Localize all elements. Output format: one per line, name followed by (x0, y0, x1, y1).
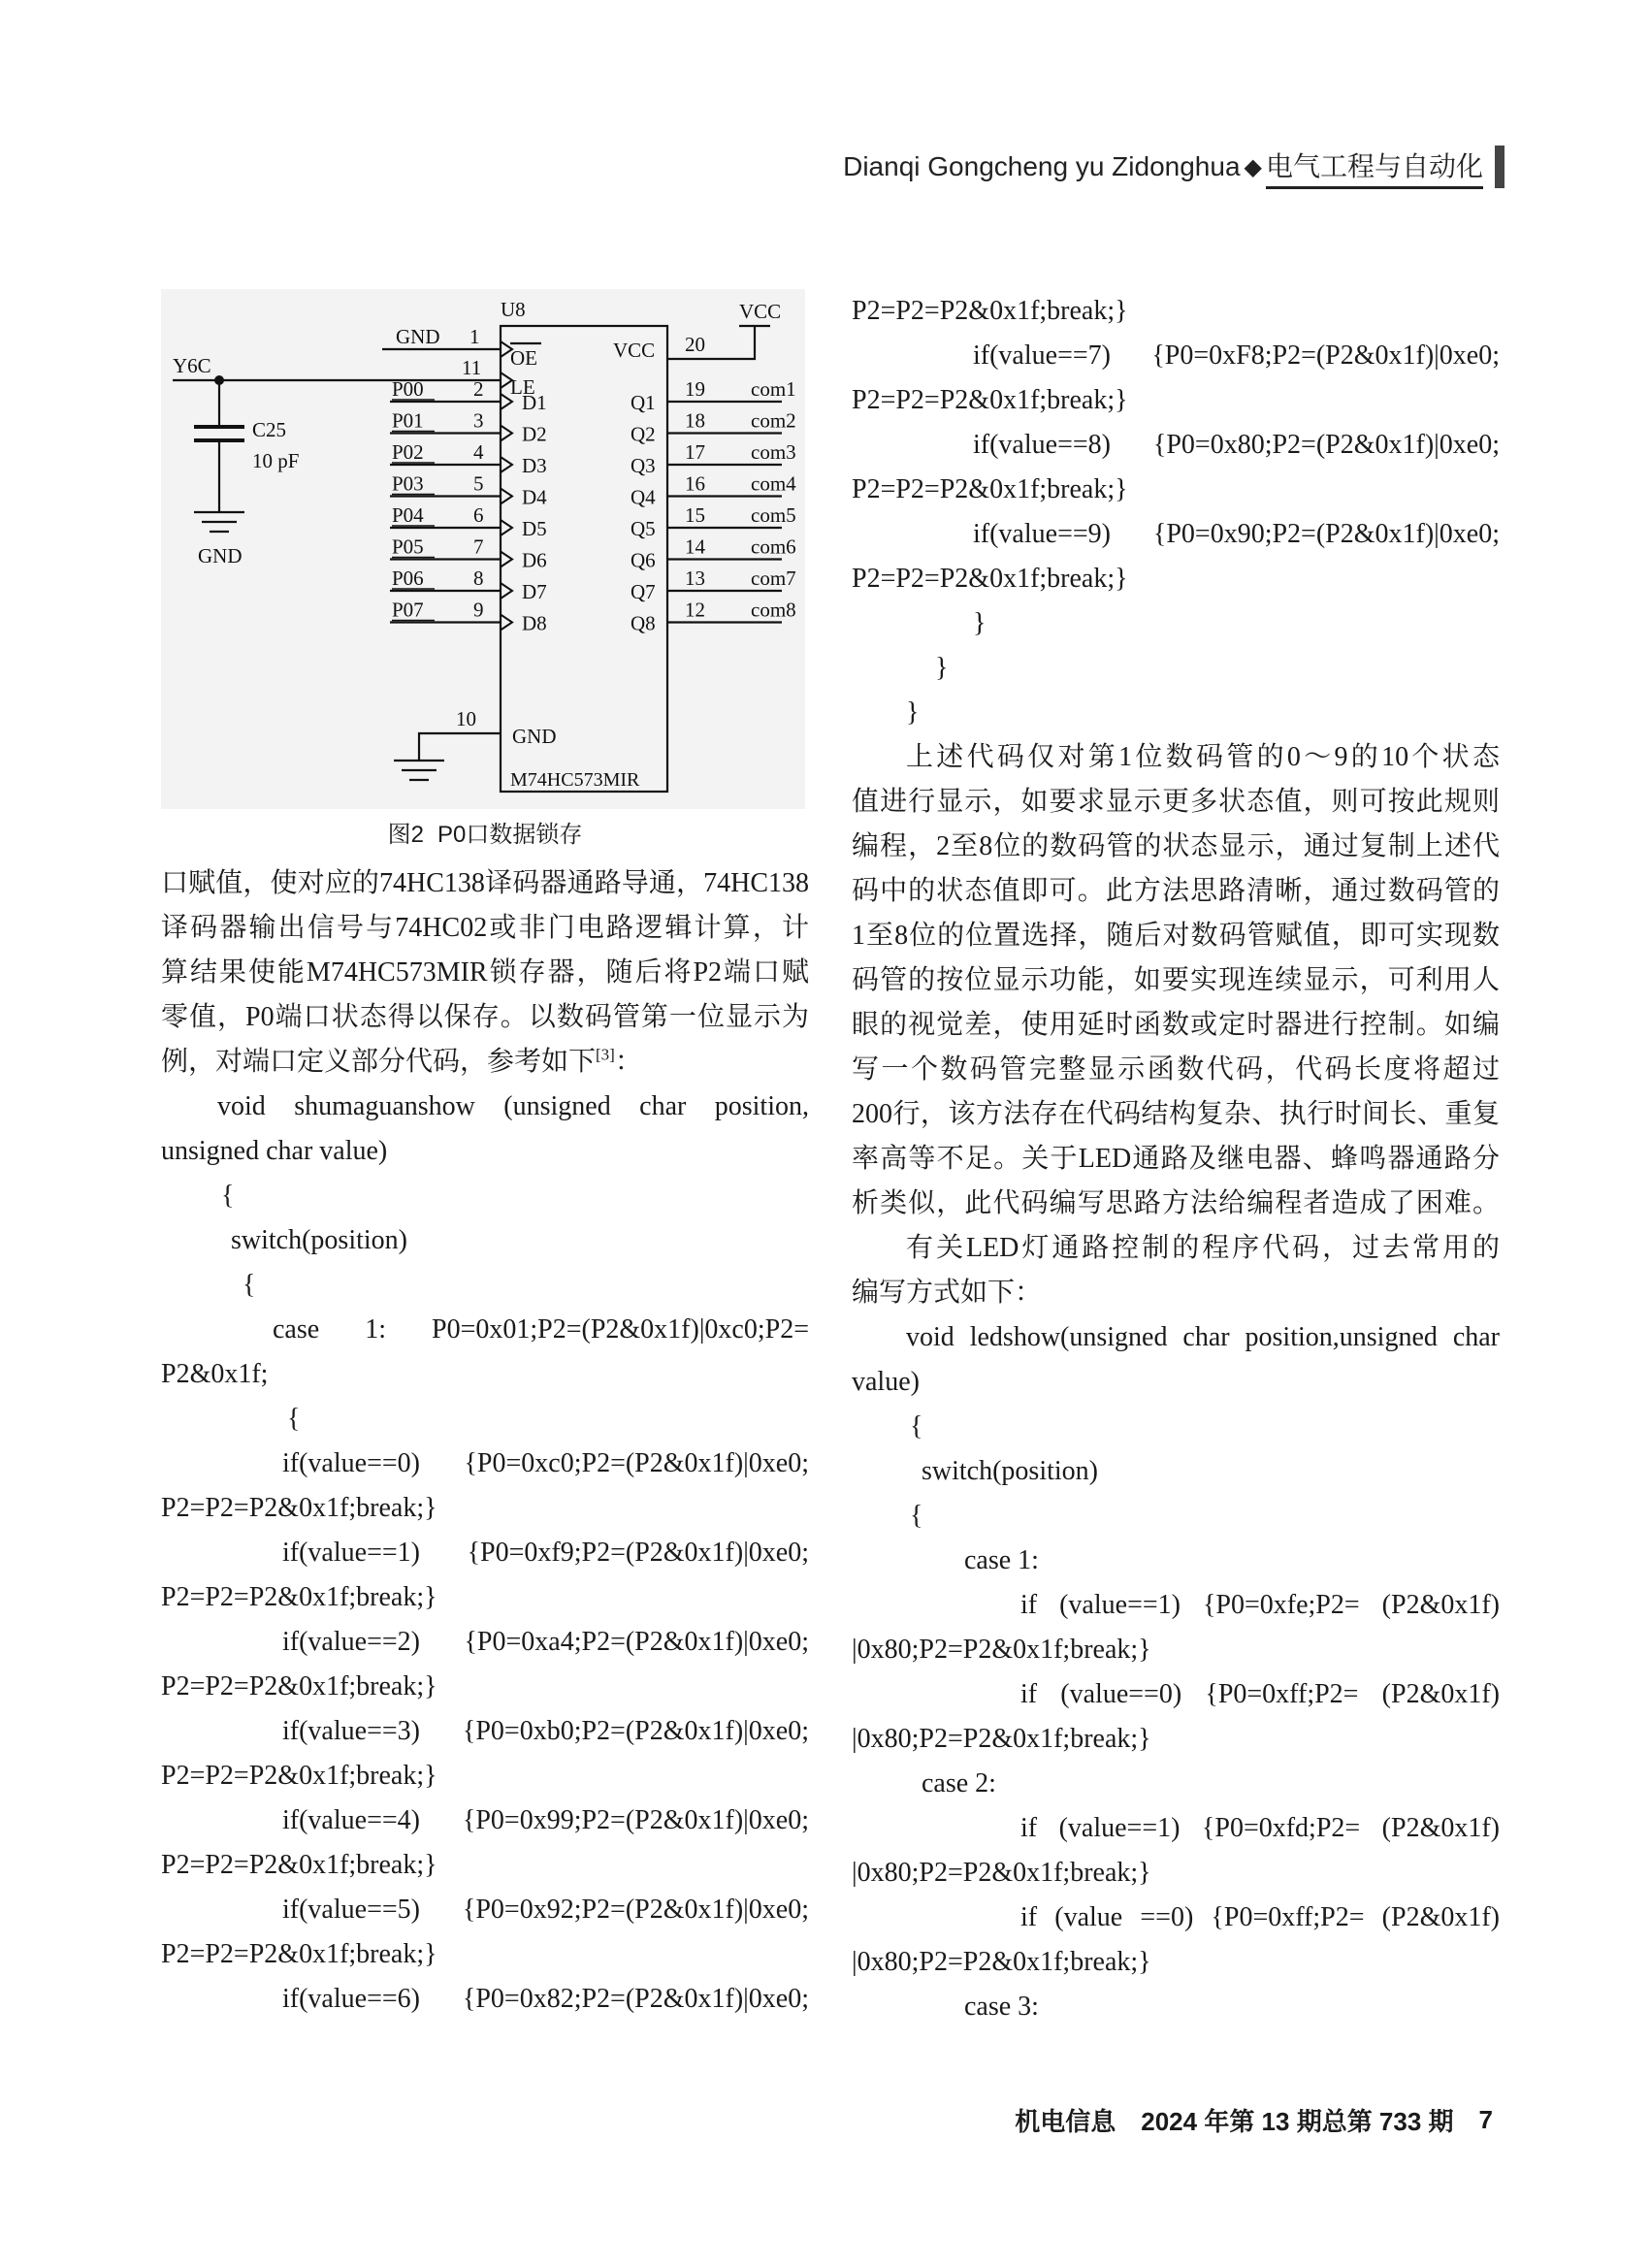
text-line-content: if(value==2) {P0=0xa4;P2=(P2&0x1f)|0xe0; (282, 1627, 809, 1657)
input-marker (501, 615, 512, 631)
text-line (852, 914, 1500, 958)
text-line (852, 1048, 1500, 1092)
vcc-wire (667, 326, 755, 359)
text-line (852, 601, 1500, 646)
text-line (852, 1940, 1500, 1985)
text-line (161, 1085, 809, 1129)
text-line (852, 1762, 1500, 1806)
text-line (161, 1798, 809, 1843)
le-pin-number: 11 (462, 356, 482, 379)
input-pin-number: 3 (473, 408, 484, 433)
caption-number: 图2 (387, 822, 424, 848)
input-pin-label: D1 (522, 391, 547, 414)
text-line-content: { (910, 1411, 923, 1442)
text-line (161, 906, 809, 951)
input-net-label: P04 (392, 503, 424, 527)
text-line-content: if(value==0) {P0=0xc0;P2=(P2&0x1f)|0xe0; (282, 1448, 809, 1478)
cap-ref: C25 (252, 418, 287, 441)
output-pin-label: Q4 (631, 485, 656, 509)
text-line (161, 1754, 809, 1798)
text-line (852, 646, 1500, 691)
input-marker (501, 457, 512, 472)
input-pin-label: D6 (522, 548, 547, 572)
text-line (161, 1575, 809, 1620)
text-line (161, 1486, 809, 1531)
text-line-content: P2=P2=P2&0x1f;break;} (852, 564, 1128, 594)
oe-pin-number: 1 (469, 325, 480, 348)
le-pin-label: LE (510, 375, 535, 399)
output-net-label: com6 (751, 535, 796, 559)
text-line-content: case 1: (964, 1545, 1039, 1575)
text-line-content: 例，对端口定义部分代码，参考如下 (161, 1047, 597, 1077)
text-line-content: 零值，P0端口状态得以保存。以数码管第一位显示为 (161, 1002, 809, 1032)
text-line-content: 写一个数码管完整显示函数代码，代码长度将超过 (852, 1054, 1500, 1085)
text-line-content: 1至8位的位置选择，随后对数码管赋值，即可实现数 (852, 921, 1500, 951)
text-line-content: case 2: (922, 1768, 996, 1798)
text-line (161, 1218, 809, 1263)
input-net-label: P06 (392, 567, 424, 590)
text-line-content: P2=P2=P2&0x1f;break;} (852, 296, 1128, 326)
text-line (852, 825, 1500, 869)
input-pin-label: D3 (522, 454, 547, 477)
input-pin-label: D7 (522, 580, 547, 603)
chip-name: M74HC573MIR (510, 769, 640, 791)
vcc-net-label: VCC (739, 300, 782, 323)
diamond-separator-icon: ◆ (1244, 153, 1262, 180)
text-line-content: P2=P2=P2&0x1f;break;} (161, 1671, 437, 1701)
text-line-content: 编程，2至8位的数码管的状态显示，通过复制上述代 (852, 831, 1500, 861)
text-line (161, 861, 809, 906)
text-line (161, 1977, 809, 2022)
vcc-inside-label: VCC (613, 339, 656, 362)
text-line-content: } (906, 697, 920, 728)
input-net-label: P01 (392, 408, 424, 433)
text-line (852, 1672, 1500, 1717)
text-line-content: switch(position) (231, 1225, 407, 1255)
text-line-content: if (value==1) {P0=0xfe;P2= (P2&0x1f) (1020, 1590, 1500, 1620)
input-pin-number: 5 (473, 471, 484, 496)
text-line (161, 1620, 809, 1665)
output-pin-label: Q6 (631, 548, 656, 572)
text-line-content: 有关LED灯通路控制的程序代码，过去常用的 (906, 1233, 1500, 1263)
text-line-content: 值进行显示，如要求显示更多状态值，则可按此规则 (852, 787, 1500, 817)
chip-ref: U8 (501, 298, 526, 321)
output-pin-label: Q5 (631, 517, 656, 540)
text-line (161, 951, 809, 995)
text-line (852, 1851, 1500, 1895)
text-line (161, 1531, 809, 1575)
page-number: 7 (1478, 2104, 1493, 2134)
text-line (161, 1888, 809, 1932)
text-line-content: } (973, 608, 987, 638)
text-line-content: switch(position) (922, 1456, 1098, 1486)
text-line (852, 289, 1500, 334)
text-line-content: { (243, 1270, 256, 1300)
footer-journal: 机电信息 (1015, 2106, 1116, 2136)
text-line-content: if(value==3) {P0=0xb0;P2=(P2&0x1f)|0xe0; (282, 1716, 809, 1746)
text-line-content: } (935, 653, 949, 683)
input-pin-label: D5 (522, 517, 547, 540)
text-line-content: if (value==0) {P0=0xff;P2= (P2&0x1f) (1020, 1679, 1500, 1709)
text-line-content: 码中的状态值即可。此方法思路清晰，通过数码管的 (852, 876, 1500, 906)
text-line-content: P2=P2=P2&0x1f;break;} (161, 1939, 437, 1969)
input-marker (501, 552, 512, 567)
text-line (161, 1129, 809, 1174)
text-line (852, 1628, 1500, 1672)
text-line (852, 958, 1500, 1003)
text-line (852, 468, 1500, 512)
text-line (852, 378, 1500, 423)
text-line-content: P2=P2=P2&0x1f;break;} (852, 385, 1128, 415)
text-line (161, 1040, 809, 1085)
output-pin-label: Q2 (631, 422, 656, 446)
text-line-content: 200行，该方法存在代码结构复杂、执行时间长、重复 (852, 1099, 1500, 1129)
input-marker (501, 583, 512, 599)
junction-dot (214, 375, 224, 385)
running-header (843, 146, 1504, 188)
text-line-content: 码管的按位显示功能，如要实现连续显示，可利用人 (852, 965, 1500, 995)
text-line-content: 率高等不足。关于LED通路及继电器、蜂鸣器通路分 (852, 1144, 1500, 1174)
text-line-content: if(value==7) {P0=0xF8;P2=(P2&0x1f)|0xe0; (973, 340, 1500, 371)
output-net-label: com2 (751, 408, 796, 433)
text-line-content: P2=P2=P2&0x1f;break;} (852, 474, 1128, 504)
text-line (852, 1494, 1500, 1539)
text-line-content: if(value==5) {P0=0x92;P2=(P2&0x1f)|0xe0; (282, 1895, 809, 1925)
text-line-content: if(value==6) {P0=0x82;P2=(P2&0x1f)|0xe0; (282, 1984, 809, 2014)
text-line (852, 1315, 1500, 1360)
text-line (852, 1360, 1500, 1405)
gnd-pin-number: 10 (456, 707, 476, 730)
output-net-label: com5 (751, 503, 796, 527)
text-line (852, 1895, 1500, 1940)
text-line (852, 1985, 1500, 2029)
output-pin-label: Q8 (631, 611, 656, 635)
le-net-label: Y6C (173, 354, 211, 377)
header-pinyin: Dianqi Gongcheng yu Zidonghua (843, 151, 1241, 181)
figure-schematic (161, 289, 805, 809)
input-marker (501, 489, 512, 504)
text-line (852, 780, 1500, 825)
input-pin-label: D4 (522, 485, 547, 509)
text-line (852, 512, 1500, 557)
footer-issue: 2024 年第 13 期总第 733 期 (1141, 2106, 1454, 2136)
input-net-label: P05 (392, 535, 424, 559)
text-line-content: 编写方式如下： (852, 1278, 1043, 1308)
text-line (852, 557, 1500, 601)
output-pin-label: Q7 (631, 580, 656, 603)
right-column (852, 289, 1500, 2029)
output-pin-number: 14 (685, 535, 705, 559)
output-pin-number: 17 (685, 440, 705, 464)
text-line-content: if(value==4) {P0=0x99;P2=(P2&0x1f)|0xe0; (282, 1805, 809, 1835)
text-line (161, 1932, 809, 1977)
input-net-label: P07 (392, 598, 424, 622)
oe-pin-label: OE (510, 346, 537, 370)
text-line-content: P2&0x1f; (161, 1359, 269, 1389)
text-line (161, 1665, 809, 1709)
output-pin-number: 12 (685, 598, 705, 622)
output-pin-label: Q3 (631, 454, 656, 477)
text-line-content: void ledshow(unsigned char position,unsigned char (906, 1322, 1500, 1352)
text-line-content: 眼的视觉差，使用延时函数或定时器进行控制。如编 (852, 1010, 1500, 1040)
vcc-pin-number: 20 (685, 333, 705, 356)
figure-caption (161, 809, 809, 861)
text-line-content: P2=P2=P2&0x1f;break;} (161, 1850, 437, 1880)
input-pin-number: 2 (473, 377, 484, 401)
text-line-content: 口赋值，使对应的74HC138译码器通路导通，74HC138 (161, 868, 809, 898)
latch-schematic (161, 289, 805, 809)
text-line-tail: ： (614, 1047, 642, 1077)
text-line (161, 1308, 809, 1352)
text-line-content: |0x80;P2=P2&0x1f;break;} (852, 1858, 1151, 1888)
text-line (852, 869, 1500, 914)
text-line-content: 算结果使能M74HC573MIR锁存器，随后将P2端口赋 (161, 957, 809, 988)
text-line (161, 995, 809, 1040)
text-line-content: if (value==1) {P0=0xfd;P2= (P2&0x1f) (1020, 1813, 1500, 1843)
text-line (852, 334, 1500, 378)
text-line-content: P2=P2=P2&0x1f;break;} (161, 1493, 437, 1523)
text-line-content: if (value ==0) {P0=0xff;P2= (P2&0x1f) (1020, 1902, 1500, 1932)
text-line-content: |0x80;P2=P2&0x1f;break;} (852, 1635, 1151, 1665)
cap-gnd-label: GND (198, 544, 243, 567)
output-net-label: com7 (751, 567, 796, 590)
text-line (161, 1263, 809, 1308)
text-line (852, 1226, 1500, 1271)
cap-value: 10 pF (252, 449, 300, 472)
output-pin-label: Q1 (631, 391, 656, 414)
input-marker (501, 520, 512, 535)
header-bar-mark (1495, 146, 1504, 188)
text-line-content: void shumaguanshow (unsigned char position, (217, 1091, 809, 1121)
text-line (852, 423, 1500, 468)
output-pin-number: 15 (685, 503, 705, 527)
right-body-text (852, 289, 1500, 2029)
input-pin-number: 8 (473, 567, 484, 590)
text-line-content: unsigned char value) (161, 1136, 388, 1166)
text-line (852, 1806, 1500, 1851)
text-line-content: |0x80;P2=P2&0x1f;break;} (852, 1947, 1151, 1977)
text-line-content: P2=P2=P2&0x1f;break;} (161, 1761, 437, 1791)
text-line (161, 1709, 809, 1754)
text-line (161, 1397, 809, 1442)
text-line (852, 1271, 1500, 1315)
input-pin-number: 4 (473, 440, 484, 464)
text-line (852, 1182, 1500, 1226)
gnd-wire (419, 733, 501, 761)
text-line-content: P2=P2=P2&0x1f;break;} (161, 1582, 437, 1612)
input-pin-number: 9 (473, 598, 484, 622)
text-line (852, 691, 1500, 735)
text-line-content: { (910, 1501, 923, 1531)
text-line-content: 上述代码仅对第1位数码管的0～9的10个状态 (906, 742, 1500, 772)
text-line (161, 1352, 809, 1397)
output-pin-number: 13 (685, 567, 705, 590)
text-line (852, 1539, 1500, 1583)
output-pin-number: 19 (685, 377, 705, 401)
text-line-content: value) (852, 1367, 920, 1397)
text-line (852, 1003, 1500, 1048)
input-pin-label: D8 (522, 611, 547, 635)
input-marker (501, 426, 512, 441)
input-net-label: P02 (392, 440, 424, 464)
gnd-inside-label: GND (512, 725, 557, 748)
text-line (852, 1717, 1500, 1762)
text-line-content: if(value==8) {P0=0x80;P2=(P2&0x1f)|0xe0; (973, 430, 1500, 460)
text-line (852, 1583, 1500, 1628)
text-line (852, 1405, 1500, 1449)
output-net-label: com4 (751, 471, 796, 496)
text-line-content: case 3: (964, 1992, 1039, 2022)
caption-text: P0口数据锁存 (437, 822, 583, 848)
output-pin-number: 16 (685, 471, 705, 496)
text-line-content: |0x80;P2=P2&0x1f;break;} (852, 1724, 1151, 1754)
input-pin-number: 7 (473, 535, 484, 559)
text-line (852, 1137, 1500, 1182)
text-line (852, 735, 1500, 780)
output-net-label: com3 (751, 440, 796, 464)
text-line-content: if(value==1) {P0=0xf9;P2=(P2&0x1f)|0xe0; (282, 1538, 809, 1568)
page-footer (1015, 2100, 1493, 2139)
text-line (852, 1449, 1500, 1494)
left-column (161, 289, 809, 2022)
input-net-label: P03 (392, 471, 424, 496)
oe-net-label: GND (396, 325, 440, 348)
text-line (161, 1843, 809, 1888)
header-title-cn: 电气工程与自动化 (1266, 146, 1483, 189)
text-line-content: 析类似，此代码编写思路方法给编程者造成了困难。 (852, 1188, 1500, 1218)
text-line-content: { (221, 1181, 235, 1211)
output-net-label: com1 (751, 377, 796, 401)
citation-ref: [3] (596, 1045, 615, 1064)
input-pin-label: D2 (522, 422, 547, 446)
text-line-content: case 1: P0=0x01;P2=(P2&0x1f)|0xc0;P2= (273, 1314, 809, 1345)
text-line-content: 译码器输出信号与74HC02或非门电路逻辑计算，计 (161, 913, 809, 943)
text-line-content: { (287, 1404, 301, 1434)
input-net-label: P00 (392, 377, 424, 401)
text-line-content: if(value==9) {P0=0x90;P2=(P2&0x1f)|0xe0; (973, 519, 1500, 549)
input-pin-number: 6 (473, 503, 484, 527)
text-line (161, 1442, 809, 1486)
output-pin-number: 18 (685, 408, 705, 433)
left-body-text (161, 861, 809, 2022)
text-line (852, 1092, 1500, 1137)
text-line (161, 1174, 809, 1218)
output-net-label: com8 (751, 598, 796, 622)
